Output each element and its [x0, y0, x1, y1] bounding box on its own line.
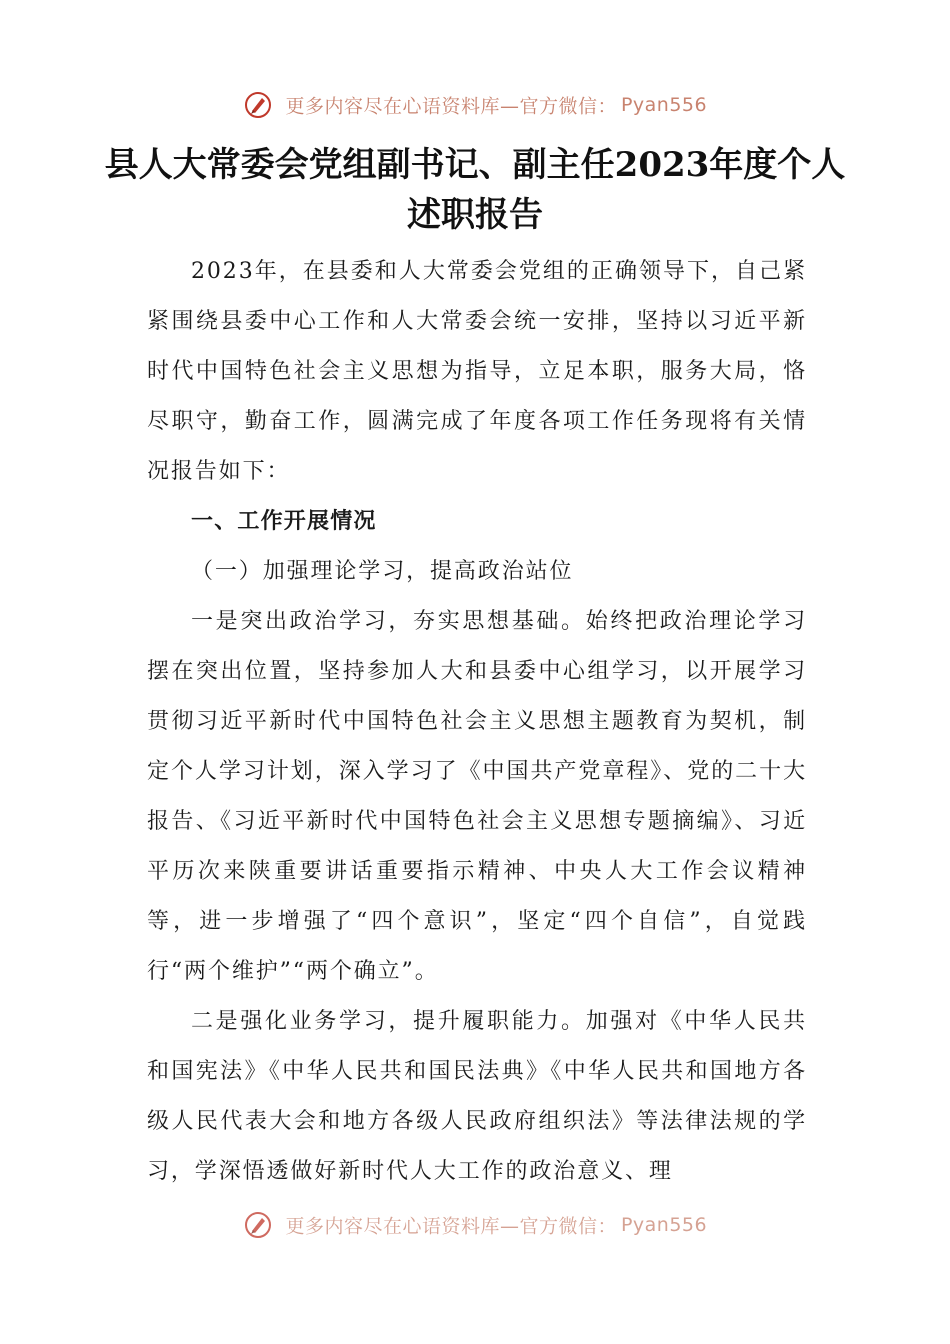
- document-title: 县人大常委会党组副书记、副主任2023年度个人述职报告: [104, 145, 846, 235]
- watermark-wechat-id: Pyan556: [620, 94, 708, 116]
- intro-paragraph: 2023年，在县委和人大常委会党组的正确领导下，自己紧紧围绕县委中心工作和人大常委会统一安排，坚持以习近平新时代中国特色社会主义思想为指导，立足本职，服务大局，恪尽职守，勤奋工作，圆满完成了年度各项工作任务现将有关情况报告如下：: [147, 259, 807, 484]
- section-heading: 一、工作开展情况: [191, 509, 377, 534]
- header-watermark: [0, 90, 950, 120]
- document-body: [147, 247, 807, 1197]
- watermark-text: 更多内容尽在心语资料库—官方微信：: [285, 95, 617, 118]
- pen-nib-icon: [243, 1210, 273, 1240]
- footer-watermark: [0, 1210, 950, 1240]
- body-paragraph-2: 二是强化业务学习，提升履职能力。加强对《中华人民共和国宪法》《中华人民共和国民法典》《中华人民共和国地方各级人民代表大会和地方各级人民政府组织法》等法律法规的学习，学深悟透做好新时代人大工作的政治意义、理: [147, 1009, 807, 1184]
- watermark-wechat-id: Pyan556: [620, 1214, 708, 1236]
- pen-nib-icon: [243, 90, 273, 120]
- subsection-heading: （一）加强理论学习，提高政治站位: [191, 559, 574, 584]
- watermark-text: 更多内容尽在心语资料库—官方微信：: [285, 1215, 617, 1238]
- body-paragraph-1: 一是突出政治学习，夯实思想基础。始终把政治理论学习摆在突出位置，坚持参加人大和县委中心组学习，以开展学习贯彻习近平新时代中国特色社会主义思想主题教育为契机，制定个人学习计划，深入学习了《中国共产党章程》、党的二十大报告、《习近平新时代中国特色社会主义思想专题摘编》、习近平历次来陕重要讲话重要指示精神、中央人大工作会议精神等，进一步增强了“四个意识”，坚定“四个自信”，自觉践行“两个维护”“两个确立”。: [147, 609, 807, 984]
